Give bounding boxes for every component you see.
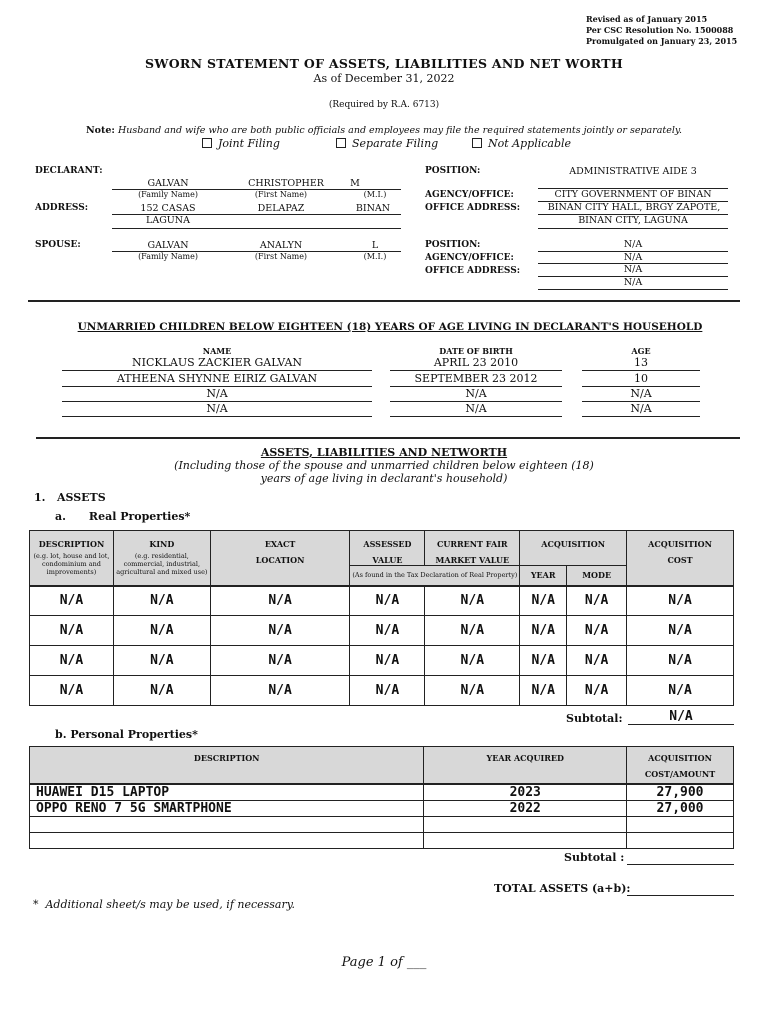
spouse-family-name: GALVAN xyxy=(147,240,189,251)
child-dob: SEPTEMBER 23 2012 xyxy=(414,372,538,385)
personal-subtotal-label: Subtotal : xyxy=(564,851,625,864)
children-col-name: NAME xyxy=(202,346,232,356)
aln-sub-1: (Including those of the spouse and unmarried children below eighteen (18) xyxy=(174,459,594,472)
rp-cell: N/A xyxy=(567,586,627,616)
note xyxy=(0,125,768,136)
declarant-family-caption: (Family Name) xyxy=(138,190,198,199)
child-dob: APRIL 23 2010 xyxy=(433,356,519,369)
rp-cell: N/A xyxy=(627,676,734,706)
pp-desc: HUAWEI D15 LAPTOP xyxy=(30,784,424,801)
declarant-first-caption: (First Name) xyxy=(254,190,308,199)
rp-cell: N/A xyxy=(627,586,734,616)
rp-cell: N/A xyxy=(113,646,210,676)
child-age: 10 xyxy=(634,372,648,385)
child-age: 13 xyxy=(634,356,648,369)
pp-header-year: YEAR ACQUIRED xyxy=(424,747,627,784)
rp-header-assessed-2: VALUE xyxy=(372,555,403,565)
rp-header-kind-sub: (e.g. residential, commercial, industrial, agricultural and mixed use) xyxy=(116,552,208,576)
rp-header-mode: MODE xyxy=(567,566,627,586)
declarant-first-name: CHRISTOPHER xyxy=(248,178,324,189)
table-row xyxy=(30,646,734,676)
rp-cell: N/A xyxy=(425,616,520,646)
office-address-label: OFFICE ADDRESS: xyxy=(425,203,521,213)
revision-line-2: Per CSC Resolution No. 1500088 xyxy=(586,25,734,35)
rp-cell: N/A xyxy=(520,616,567,646)
rp-cell: N/A xyxy=(350,586,425,616)
pp-header-description: DESCRIPTION xyxy=(30,747,424,784)
pp-desc xyxy=(30,816,424,832)
rp-header-description-sub: (e.g. lot, house and lot, condominium and improvements) xyxy=(33,552,110,576)
spouse-agency-label: AGENCY/OFFICE: xyxy=(425,253,514,263)
rp-cell: N/A xyxy=(425,646,520,676)
child-age: N/A xyxy=(630,387,652,400)
rp-cell: N/A xyxy=(113,676,210,706)
rp-cell: N/A xyxy=(520,676,567,706)
rp-header-fmv-1: CURRENT FAIR xyxy=(436,539,508,549)
rp-header-tax-note: (As found in the Tax Declaration of Real Property) xyxy=(350,566,520,586)
pp-cost xyxy=(627,816,734,832)
spouse-position-label: POSITION: xyxy=(425,240,481,250)
spouse-office-address-label: OFFICE ADDRESS: xyxy=(425,266,521,276)
rp-cell: N/A xyxy=(425,676,520,706)
spouse-office-address-1: N/A xyxy=(623,264,643,275)
personal-properties-heading: b. Personal Properties* xyxy=(55,728,198,741)
agency-label: AGENCY/OFFICE: xyxy=(425,190,514,200)
rp-header-cost-2: COST xyxy=(667,555,693,565)
declarant-mi-caption: (M.I.) xyxy=(363,190,387,199)
personal-properties-table xyxy=(29,746,734,849)
child-dob: N/A xyxy=(465,402,487,415)
rp-cell: N/A xyxy=(567,616,627,646)
real-properties-heading: a. Real Properties* xyxy=(55,510,191,523)
as-of-date: As of December 31, 2022 xyxy=(313,72,455,85)
address-label: ADDRESS: xyxy=(35,203,89,213)
joint-filing-checkbox[interactable] xyxy=(202,138,212,148)
option-not-applicable[interactable]: Not Applicable xyxy=(472,137,571,150)
pp-header-cost-2: COST/AMOUNT xyxy=(644,769,716,779)
required-by: (Required by R.A. 6713) xyxy=(328,100,440,110)
pp-year xyxy=(424,816,627,832)
pp-cost: 27,900 xyxy=(627,784,734,801)
spouse-first-caption: (First Name) xyxy=(254,252,308,261)
not-applicable-checkbox[interactable] xyxy=(472,138,482,148)
address-line-2: DELAPAZ xyxy=(257,203,305,214)
revision-line-3: Promulgated on January 23, 2015 xyxy=(586,36,738,46)
rp-cell: N/A xyxy=(567,646,627,676)
rp-cell: N/A xyxy=(30,616,114,646)
rp-cell: N/A xyxy=(210,676,350,706)
rp-header-acquisition: ACQUISITION xyxy=(520,531,627,566)
pp-desc: OPPO RENO 7 5G SMARTPHONE xyxy=(30,800,424,816)
rp-cell: N/A xyxy=(520,646,567,676)
children-heading: UNMARRIED CHILDREN BELOW EIGHTEEN (18) YEARS OF AGE LIVING IN DECLARANT'S HOUSEHOLD xyxy=(77,321,703,333)
rp-header-cost-1: ACQUISITION xyxy=(648,539,712,549)
spouse-mi: L xyxy=(371,240,379,251)
child-name: ATHEENA SHYNNE EIRIZ GALVAN xyxy=(116,372,318,385)
rp-header-description: DESCRIPTION xyxy=(38,539,105,549)
spouse-office-address-2: N/A xyxy=(623,277,643,288)
pp-cost: 27,000 xyxy=(627,800,734,816)
declarant-label: DECLARANT: xyxy=(35,166,103,176)
address-line-1: 152 CASAS xyxy=(140,203,196,214)
rp-cell: N/A xyxy=(30,676,114,706)
assets-heading: 1. ASSETS xyxy=(34,491,106,504)
address-line-3: BINAN xyxy=(355,203,391,214)
pp-year: 2023 xyxy=(424,784,627,801)
rp-header-year: YEAR xyxy=(520,566,567,586)
note-label: Note: xyxy=(85,125,115,136)
document-title: SWORN STATEMENT OF ASSETS, LIABILITIES AND NET WORTH xyxy=(145,56,623,71)
rp-cell: N/A xyxy=(350,646,425,676)
declarant-position: ADMINISTRATIVE AIDE 3 xyxy=(569,166,697,177)
real-subtotal-label: Subtotal: xyxy=(566,712,623,725)
pp-year xyxy=(424,832,627,848)
table-row xyxy=(30,784,734,801)
address-line-4: LAGUNA xyxy=(146,215,190,226)
rp-cell: N/A xyxy=(113,616,210,646)
rp-cell: N/A xyxy=(520,586,567,616)
rp-header-kind: KIND xyxy=(149,539,175,549)
child-name: N/A xyxy=(206,402,228,415)
table-row xyxy=(30,586,734,616)
rp-cell: N/A xyxy=(210,586,350,616)
real-subtotal-value: N/A xyxy=(669,709,693,724)
child-dob: N/A xyxy=(465,387,487,400)
rp-cell: N/A xyxy=(567,676,627,706)
rp-header-fmv-2: MARKET VALUE xyxy=(435,555,510,565)
child-age: N/A xyxy=(630,402,652,415)
table-row xyxy=(30,616,734,646)
children-col-age: AGE xyxy=(631,346,651,356)
note-text: Husband and wife who are both public officials and employees may file the required statements jointly or separately. xyxy=(117,125,683,136)
declarant-family-name: GALVAN xyxy=(147,178,189,189)
spouse-family-caption: (Family Name) xyxy=(138,252,198,261)
pp-cost xyxy=(627,832,734,848)
additional-sheets-note: * Additional sheet/s may be used, if necessary. xyxy=(33,898,296,911)
separate-filing-checkbox[interactable] xyxy=(336,138,346,148)
rp-header-assessed-1: ASSESSED xyxy=(363,539,412,549)
pp-desc xyxy=(30,832,424,848)
spouse-first-name: ANALYN xyxy=(259,240,303,251)
table-row xyxy=(30,816,734,832)
rp-cell: N/A xyxy=(30,646,114,676)
aln-heading: ASSETS, LIABILITIES AND NETWORTH xyxy=(260,446,508,459)
children-col-dob: DATE OF BIRTH xyxy=(439,346,513,356)
rp-cell: N/A xyxy=(113,586,210,616)
table-row xyxy=(30,832,734,848)
rp-cell: N/A xyxy=(627,616,734,646)
option-separate-filing[interactable]: Separate Filing xyxy=(336,137,438,150)
total-assets-label: TOTAL ASSETS (a+b): xyxy=(494,882,631,895)
rp-cell: N/A xyxy=(210,616,350,646)
option-joint-filing[interactable]: Joint Filing xyxy=(202,137,280,150)
table-row xyxy=(30,676,734,706)
rp-cell: N/A xyxy=(350,616,425,646)
spouse-position: N/A xyxy=(623,239,643,250)
rp-cell: N/A xyxy=(210,646,350,676)
rp-cell: N/A xyxy=(425,586,520,616)
pp-header-cost-1: ACQUISITION xyxy=(648,753,712,763)
position-label: POSITION: xyxy=(425,166,481,176)
child-name: N/A xyxy=(206,387,228,400)
pp-year: 2022 xyxy=(424,800,627,816)
declarant-agency: CITY GOVERNMENT OF BINAN xyxy=(554,189,712,200)
aln-sub-2: years of age living in declarant's household) xyxy=(260,472,508,485)
rp-cell: N/A xyxy=(627,646,734,676)
page-number: Page 1 of ___ xyxy=(341,955,427,970)
spouse-mi-caption: (M.I.) xyxy=(363,252,387,261)
declarant-mi: M xyxy=(350,178,360,189)
child-name: NICKLAUS ZACKIER GALVAN xyxy=(131,356,303,369)
rp-cell: N/A xyxy=(350,676,425,706)
rp-header-location-1: EXACT xyxy=(264,539,296,549)
spouse-agency: N/A xyxy=(623,252,643,263)
declarant-office-address-1: BINAN CITY HALL, BRGY ZAPOTE, xyxy=(547,202,721,213)
rp-header-location-2: LOCATION xyxy=(255,555,305,565)
declarant-office-address-2: BINAN CITY, LAGUNA xyxy=(578,215,688,226)
real-properties-table xyxy=(29,530,734,706)
spouse-label: SPOUSE: xyxy=(35,240,81,250)
rp-cell: N/A xyxy=(30,586,114,616)
revision-line-1: Revised as of January 2015 xyxy=(586,14,708,24)
table-row xyxy=(30,800,734,816)
